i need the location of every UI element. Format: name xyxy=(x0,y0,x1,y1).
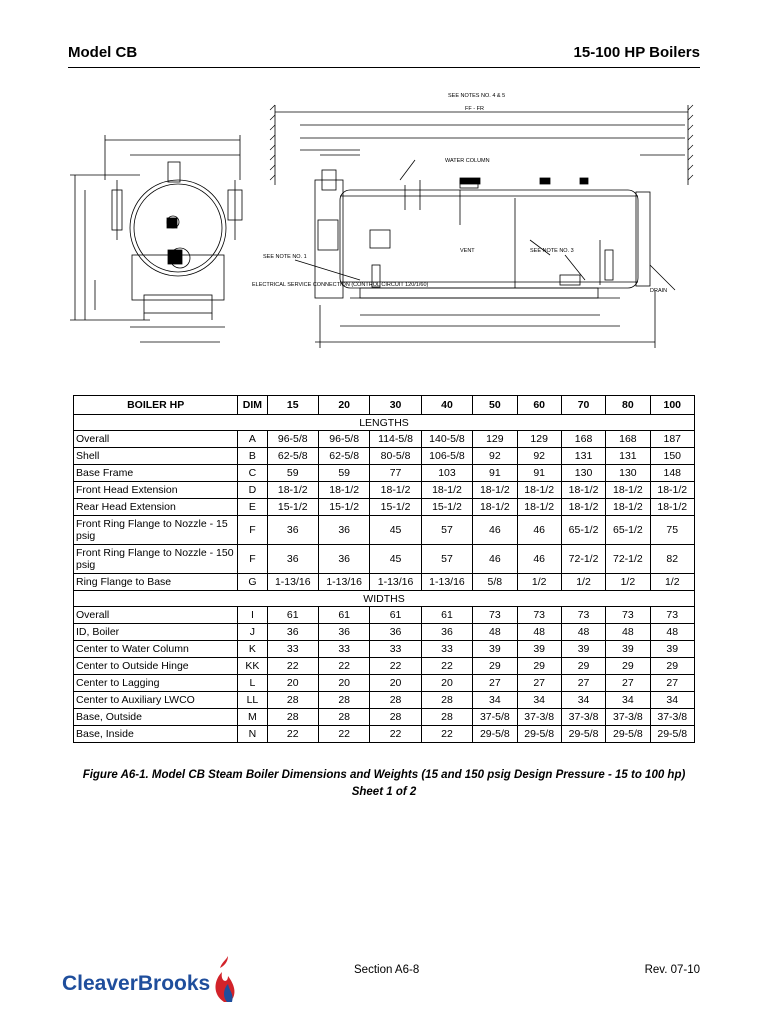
row-value: 1-13/16 xyxy=(421,574,472,591)
row-value: 48 xyxy=(606,624,650,641)
row-value: 28 xyxy=(421,709,472,726)
row-value: 37-3/8 xyxy=(561,709,605,726)
row-value: 29 xyxy=(473,658,517,675)
table-row xyxy=(74,641,695,658)
row-value: 39 xyxy=(606,641,650,658)
figure-caption: Figure A6-1. Model CB Steam Boiler Dimensions and Weights (15 and 150 psig Design Pressure - 15 to 100 hp) Sheet 1 of 2 xyxy=(82,769,686,798)
row-value: 36 xyxy=(318,516,369,545)
row-label: ID, Boiler xyxy=(74,624,238,641)
row-dim: D xyxy=(238,482,267,499)
row-label: Base Frame xyxy=(74,465,238,482)
row-value: 5/8 xyxy=(473,574,517,591)
dimensions-table xyxy=(73,395,695,743)
row-value: 18-1/2 xyxy=(318,482,369,499)
row-value: 168 xyxy=(561,431,605,448)
row-label: Center to Lagging xyxy=(74,675,238,692)
note-ff-fr: FF - FR xyxy=(465,106,484,112)
note-water-column: WATER COLUMN xyxy=(445,158,490,164)
row-value: 22 xyxy=(421,726,472,743)
row-dim: E xyxy=(238,499,267,516)
row-value: 28 xyxy=(318,709,369,726)
row-value: 1-13/16 xyxy=(267,574,318,591)
row-value: 20 xyxy=(267,675,318,692)
row-value: 36 xyxy=(318,624,369,641)
header-rule xyxy=(68,67,700,68)
table-row xyxy=(74,726,695,743)
row-label: Overall xyxy=(74,431,238,448)
row-value: 106-5/8 xyxy=(421,448,472,465)
note-drain: DRAIN xyxy=(650,288,668,294)
row-value: 131 xyxy=(606,448,650,465)
row-value: 29-5/8 xyxy=(517,726,561,743)
row-value: 18-1/2 xyxy=(473,482,517,499)
row-dim: G xyxy=(238,574,267,591)
row-value: 59 xyxy=(267,465,318,482)
row-value: 91 xyxy=(517,465,561,482)
row-value: 29 xyxy=(517,658,561,675)
row-value: 73 xyxy=(606,607,650,624)
row-value: 36 xyxy=(318,545,369,574)
table-row xyxy=(74,465,695,482)
row-value: 80-5/8 xyxy=(370,448,421,465)
row-value: 82 xyxy=(650,545,694,574)
row-value: 45 xyxy=(370,545,421,574)
note-see-note-1: SEE NOTE NO. 1 xyxy=(263,254,307,260)
row-value: 18-1/2 xyxy=(370,482,421,499)
row-value: 18-1/2 xyxy=(561,499,605,516)
row-value: 18-1/2 xyxy=(421,482,472,499)
row-value: 1/2 xyxy=(606,574,650,591)
row-value: 22 xyxy=(267,726,318,743)
row-value: 1/2 xyxy=(561,574,605,591)
row-value: 62-5/8 xyxy=(318,448,369,465)
row-value: 36 xyxy=(267,545,318,574)
note-electrical: ELECTRICAL SERVICE CONNECTION (CONTROL CIRCUIT 120/1/60) xyxy=(252,282,429,288)
footer-section: Section A6-8 xyxy=(354,964,420,976)
row-value: 22 xyxy=(318,726,369,743)
row-value: 59 xyxy=(318,465,369,482)
row-value: 46 xyxy=(473,516,517,545)
row-label: Center to Outside Hinge xyxy=(74,658,238,675)
footer-revision: Rev. 07-10 xyxy=(644,964,700,976)
row-value: 61 xyxy=(267,607,318,624)
row-value: 28 xyxy=(370,709,421,726)
table-header-row xyxy=(74,396,695,415)
header-model: Model CB xyxy=(68,44,138,61)
row-value: 18-1/2 xyxy=(473,499,517,516)
row-dim: KK xyxy=(238,658,267,675)
row-value: 34 xyxy=(606,692,650,709)
row-value: 92 xyxy=(517,448,561,465)
row-value: 18-1/2 xyxy=(267,482,318,499)
row-dim: F xyxy=(238,545,267,574)
row-value: 92 xyxy=(473,448,517,465)
row-value: 75 xyxy=(650,516,694,545)
svg-text:CleaverBrooks: CleaverBrooks xyxy=(62,972,211,995)
table-header-cell: 80 xyxy=(606,396,650,415)
row-value: 72-1/2 xyxy=(606,545,650,574)
row-value: 130 xyxy=(606,465,650,482)
row-label: Overall xyxy=(74,607,238,624)
table-row xyxy=(74,482,695,499)
table-row xyxy=(74,675,695,692)
table-header-cell: 50 xyxy=(473,396,517,415)
row-value: 168 xyxy=(606,431,650,448)
row-label: Center to Water Column xyxy=(74,641,238,658)
row-value: 22 xyxy=(267,658,318,675)
row-value: 61 xyxy=(318,607,369,624)
row-dim: L xyxy=(238,675,267,692)
row-value: 22 xyxy=(370,658,421,675)
row-value: 57 xyxy=(421,516,472,545)
row-label: Ring Flange to Base xyxy=(74,574,238,591)
table-header-cell: 100 xyxy=(650,396,694,415)
row-label: Base, Outside xyxy=(74,709,238,726)
row-value: 33 xyxy=(318,641,369,658)
row-dim: C xyxy=(238,465,267,482)
row-value: 29 xyxy=(606,658,650,675)
table-row xyxy=(74,692,695,709)
row-value: 15-1/2 xyxy=(267,499,318,516)
section-widths xyxy=(74,591,695,607)
note-see-notes: SEE NOTES NO. 4 & 5 xyxy=(448,93,506,99)
row-value: 37-5/8 xyxy=(473,709,517,726)
row-value: 29-5/8 xyxy=(561,726,605,743)
table-row xyxy=(74,709,695,726)
row-value: 45 xyxy=(370,516,421,545)
table-row xyxy=(74,448,695,465)
row-dim: F xyxy=(238,516,267,545)
row-value: 129 xyxy=(517,431,561,448)
table-header-cell: BOILER HP xyxy=(74,396,238,415)
table-row xyxy=(74,516,695,545)
table-header-cell: 40 xyxy=(421,396,472,415)
row-value: 36 xyxy=(267,516,318,545)
row-value: 22 xyxy=(370,726,421,743)
row-value: 65-1/2 xyxy=(561,516,605,545)
row-label: Front Head Extension xyxy=(74,482,238,499)
row-value: 33 xyxy=(370,641,421,658)
row-value: 22 xyxy=(421,658,472,675)
row-value: 62-5/8 xyxy=(267,448,318,465)
row-value: 15-1/2 xyxy=(318,499,369,516)
row-value: 34 xyxy=(561,692,605,709)
row-value: 1-13/16 xyxy=(370,574,421,591)
row-value: 1/2 xyxy=(517,574,561,591)
row-value: 187 xyxy=(650,431,694,448)
table-row xyxy=(74,545,695,574)
row-value: 18-1/2 xyxy=(650,482,694,499)
row-value: 148 xyxy=(650,465,694,482)
section-lengths xyxy=(74,415,695,431)
row-value: 96-5/8 xyxy=(318,431,369,448)
row-value: 39 xyxy=(561,641,605,658)
table-header-cell: 15 xyxy=(267,396,318,415)
table-row xyxy=(74,574,695,591)
row-value: 18-1/2 xyxy=(606,482,650,499)
row-label: Rear Head Extension xyxy=(74,499,238,516)
row-value: 18-1/2 xyxy=(650,499,694,516)
row-value: 36 xyxy=(421,624,472,641)
table-row xyxy=(74,607,695,624)
row-value: 28 xyxy=(421,692,472,709)
row-value: 28 xyxy=(318,692,369,709)
row-value: 48 xyxy=(561,624,605,641)
row-value: 28 xyxy=(267,692,318,709)
row-value: 29 xyxy=(650,658,694,675)
row-label: Base, Inside xyxy=(74,726,238,743)
table-row xyxy=(74,624,695,641)
row-value: 15-1/2 xyxy=(421,499,472,516)
row-value: 91 xyxy=(473,465,517,482)
row-value: 28 xyxy=(267,709,318,726)
table-row xyxy=(74,431,695,448)
row-value: 150 xyxy=(650,448,694,465)
row-dim: I xyxy=(238,607,267,624)
row-value: 34 xyxy=(650,692,694,709)
row-value: 96-5/8 xyxy=(267,431,318,448)
row-value: 77 xyxy=(370,465,421,482)
row-value: 65-1/2 xyxy=(606,516,650,545)
row-value: 48 xyxy=(473,624,517,641)
table-header-cell: 20 xyxy=(318,396,369,415)
flame-icon xyxy=(216,956,235,1002)
row-value: 15-1/2 xyxy=(370,499,421,516)
row-value: 46 xyxy=(473,545,517,574)
header-range: 15-100 HP Boilers xyxy=(573,44,700,61)
table-header-cell: 60 xyxy=(517,396,561,415)
table-header-cell: 70 xyxy=(561,396,605,415)
row-value: 29 xyxy=(561,658,605,675)
row-value: 61 xyxy=(421,607,472,624)
row-value: 29-5/8 xyxy=(606,726,650,743)
row-value: 20 xyxy=(421,675,472,692)
row-value: 48 xyxy=(517,624,561,641)
row-value: 73 xyxy=(650,607,694,624)
row-value: 37-3/8 xyxy=(517,709,561,726)
row-value: 1-13/16 xyxy=(318,574,369,591)
note-see-note-3: SEE NOTE NO. 3 xyxy=(530,248,574,254)
row-value: 18-1/2 xyxy=(561,482,605,499)
row-value: 130 xyxy=(561,465,605,482)
row-value: 34 xyxy=(517,692,561,709)
row-dim: M xyxy=(238,709,267,726)
row-value: 72-1/2 xyxy=(561,545,605,574)
row-value: 27 xyxy=(650,675,694,692)
boiler-dimension-drawing xyxy=(60,80,710,360)
table-header-cell: DIM xyxy=(238,396,267,415)
row-value: 103 xyxy=(421,465,472,482)
row-value: 33 xyxy=(267,641,318,658)
row-dim: LL xyxy=(238,692,267,709)
row-value: 36 xyxy=(267,624,318,641)
row-value: 18-1/2 xyxy=(517,499,561,516)
row-value: 39 xyxy=(473,641,517,658)
row-value: 34 xyxy=(473,692,517,709)
row-label: Front Ring Flange to Nozzle - 150 psig xyxy=(74,545,238,574)
row-label: Center to Auxiliary LWCO xyxy=(74,692,238,709)
row-value: 33 xyxy=(421,641,472,658)
row-value: 39 xyxy=(517,641,561,658)
row-value: 57 xyxy=(421,545,472,574)
row-value: 29-5/8 xyxy=(473,726,517,743)
row-value: 27 xyxy=(606,675,650,692)
row-value: 48 xyxy=(650,624,694,641)
row-value: 129 xyxy=(473,431,517,448)
row-label: Shell xyxy=(74,448,238,465)
row-value: 61 xyxy=(370,607,421,624)
row-value: 27 xyxy=(473,675,517,692)
row-value: 73 xyxy=(517,607,561,624)
row-label: Front Ring Flange to Nozzle - 15 psig xyxy=(74,516,238,545)
row-value: 37-3/8 xyxy=(650,709,694,726)
row-value: 114-5/8 xyxy=(370,431,421,448)
row-value: 36 xyxy=(370,624,421,641)
row-value: 20 xyxy=(370,675,421,692)
row-dim: J xyxy=(238,624,267,641)
row-value: 140-5/8 xyxy=(421,431,472,448)
row-dim: N xyxy=(238,726,267,743)
row-value: 1/2 xyxy=(650,574,694,591)
row-dim: K xyxy=(238,641,267,658)
note-vent: VENT xyxy=(460,248,475,254)
table-row xyxy=(74,658,695,675)
row-value: 27 xyxy=(517,675,561,692)
row-dim: B xyxy=(238,448,267,465)
row-value: 46 xyxy=(517,545,561,574)
cleaverbrooks-logo xyxy=(62,954,252,1004)
row-value: 22 xyxy=(318,658,369,675)
row-value: 131 xyxy=(561,448,605,465)
row-value: 73 xyxy=(561,607,605,624)
row-value: 39 xyxy=(650,641,694,658)
row-value: 29-5/8 xyxy=(650,726,694,743)
table-header-cell: 30 xyxy=(370,396,421,415)
row-value: 73 xyxy=(473,607,517,624)
row-value: 18-1/2 xyxy=(517,482,561,499)
row-dim: A xyxy=(238,431,267,448)
row-value: 18-1/2 xyxy=(606,499,650,516)
section-lengths-label: LENGTHS xyxy=(74,415,695,431)
row-value: 28 xyxy=(370,692,421,709)
section-widths-label: WIDTHS xyxy=(74,591,695,607)
row-value: 37-3/8 xyxy=(606,709,650,726)
row-value: 46 xyxy=(517,516,561,545)
table-row xyxy=(74,499,695,516)
row-value: 20 xyxy=(318,675,369,692)
row-value: 27 xyxy=(561,675,605,692)
